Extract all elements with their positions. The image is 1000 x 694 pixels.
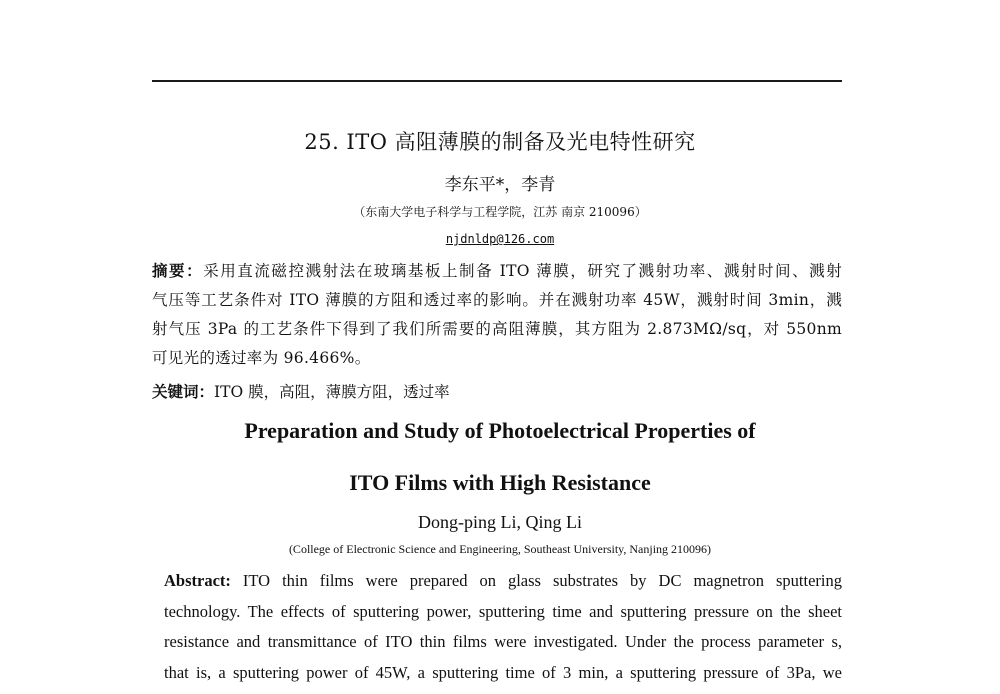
chinese-keywords-text: ITO 膜，高阻，薄膜方阻，透过率 xyxy=(214,383,450,401)
chinese-affiliation: （东南大学电子科学与工程学院，江苏 南京 210096） xyxy=(353,205,647,219)
english-authors: Dong-ping Li, Qing Li xyxy=(418,512,582,532)
author-email-link[interactable]: njdnldp@126.com xyxy=(445,232,555,246)
english-title-line-2: ITO Films with High Resistance xyxy=(349,470,651,495)
chinese-abstract-line: 气压等工艺条件对 ITO 薄膜的方阻和透过率的影响。并在溅射功率 45W，溅射时间 3min，溅 xyxy=(152,291,842,309)
chinese-abstract-label: 摘要： xyxy=(152,261,204,280)
english-title-line-1: Preparation and Study of Photoelectrical Properties of xyxy=(244,418,756,443)
english-abstract-line: technology. The effects of sputtering power, sputtering time and sputtering pressure on the sheet xyxy=(164,601,842,621)
header-rule xyxy=(152,80,842,82)
chinese-keywords xyxy=(152,377,842,407)
english-abstract-line: resistance and transmittance of ITO thin films were investigated. Under the process parameter s, xyxy=(164,632,842,651)
chinese-authors: 李东平*，李青 xyxy=(444,175,556,195)
chinese-title: 25. ITO 高阻薄膜的制备及光电特性研究 xyxy=(304,130,696,154)
english-affiliation: (College of Electronic Science and Engineering, Southeast University, Nanjing 210096) xyxy=(288,542,712,556)
chinese-abstract-line: 射气压 3Pa 的工艺条件下得到了我们所需要的高阻薄膜，其方阻为 2.873MΩ/sq，对 550nm xyxy=(152,320,842,338)
chinese-abstract-line-last: 可见光的透过率为 96.466%。 xyxy=(152,349,371,367)
chinese-abstract xyxy=(152,256,842,373)
english-abstract xyxy=(164,566,842,688)
chinese-keywords-label: 关键词： xyxy=(152,382,215,401)
english-abstract-line: Abstract: ITO thin films were prepared on glass substrates by DC magnetron sputtering xyxy=(164,571,842,590)
english-abstract-label: Abstract: xyxy=(164,571,231,590)
english-abstract-line: that is, a sputtering power of 45W, a sputtering time of 3 min, a sputtering pressure of 3Pa, we xyxy=(164,662,842,682)
chinese-abstract-line: 摘要：采用直流磁控溅射法在玻璃基板上制备 ITO 薄膜，研究了溅射功率、溅射时间、溅射 xyxy=(152,261,843,280)
